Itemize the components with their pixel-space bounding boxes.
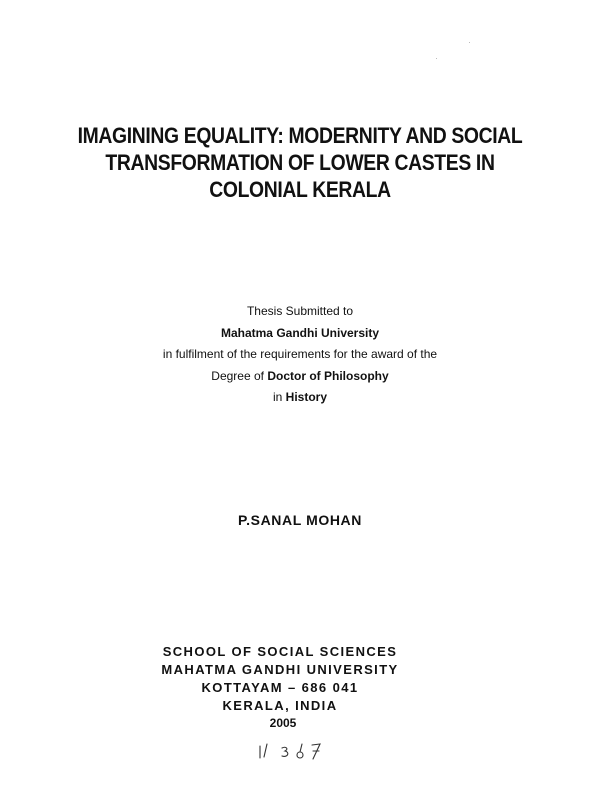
degree-prefix: Degree of	[211, 368, 268, 383]
subject-prefix: in	[272, 390, 286, 404]
degree-line	[0, 366, 600, 388]
year: 2005	[269, 716, 297, 730]
submission-statement	[0, 301, 600, 409]
scan-speck	[436, 58, 437, 59]
school-name: SCHOOL OF SOCIAL SCIENCES	[162, 644, 398, 659]
university-name: Mahatma Gandhi University	[220, 325, 380, 340]
submitted-to-line: Thesis Submitted to	[246, 304, 354, 318]
thesis-title	[36, 122, 564, 203]
institution-block	[0, 643, 560, 715]
institution-university: MAHATMA GANDHI UNIVERSITY	[161, 662, 399, 677]
title-line-1: IMAGINING EQUALITY: MODERNITY AND SOCIAL	[77, 123, 523, 148]
state-country: KERALA, INDIA	[222, 698, 338, 713]
title-line-2: TRANSFORMATION OF LOWER CASTES IN	[105, 150, 495, 175]
subject-name: History	[285, 390, 328, 404]
title-line-3: COLONIAL KERALA	[209, 177, 391, 202]
fulfilment-line: in fulfilment of the requirements for the award of the	[162, 347, 438, 361]
city-pin: KOTTAYAM – 686 041	[201, 680, 359, 695]
author-name: P.SANAL MOHAN	[238, 512, 362, 528]
scan-speck	[469, 42, 470, 43]
degree-name: Doctor of Philosophy	[267, 368, 389, 383]
subject-line	[0, 387, 600, 409]
handwritten-note	[256, 732, 346, 762]
